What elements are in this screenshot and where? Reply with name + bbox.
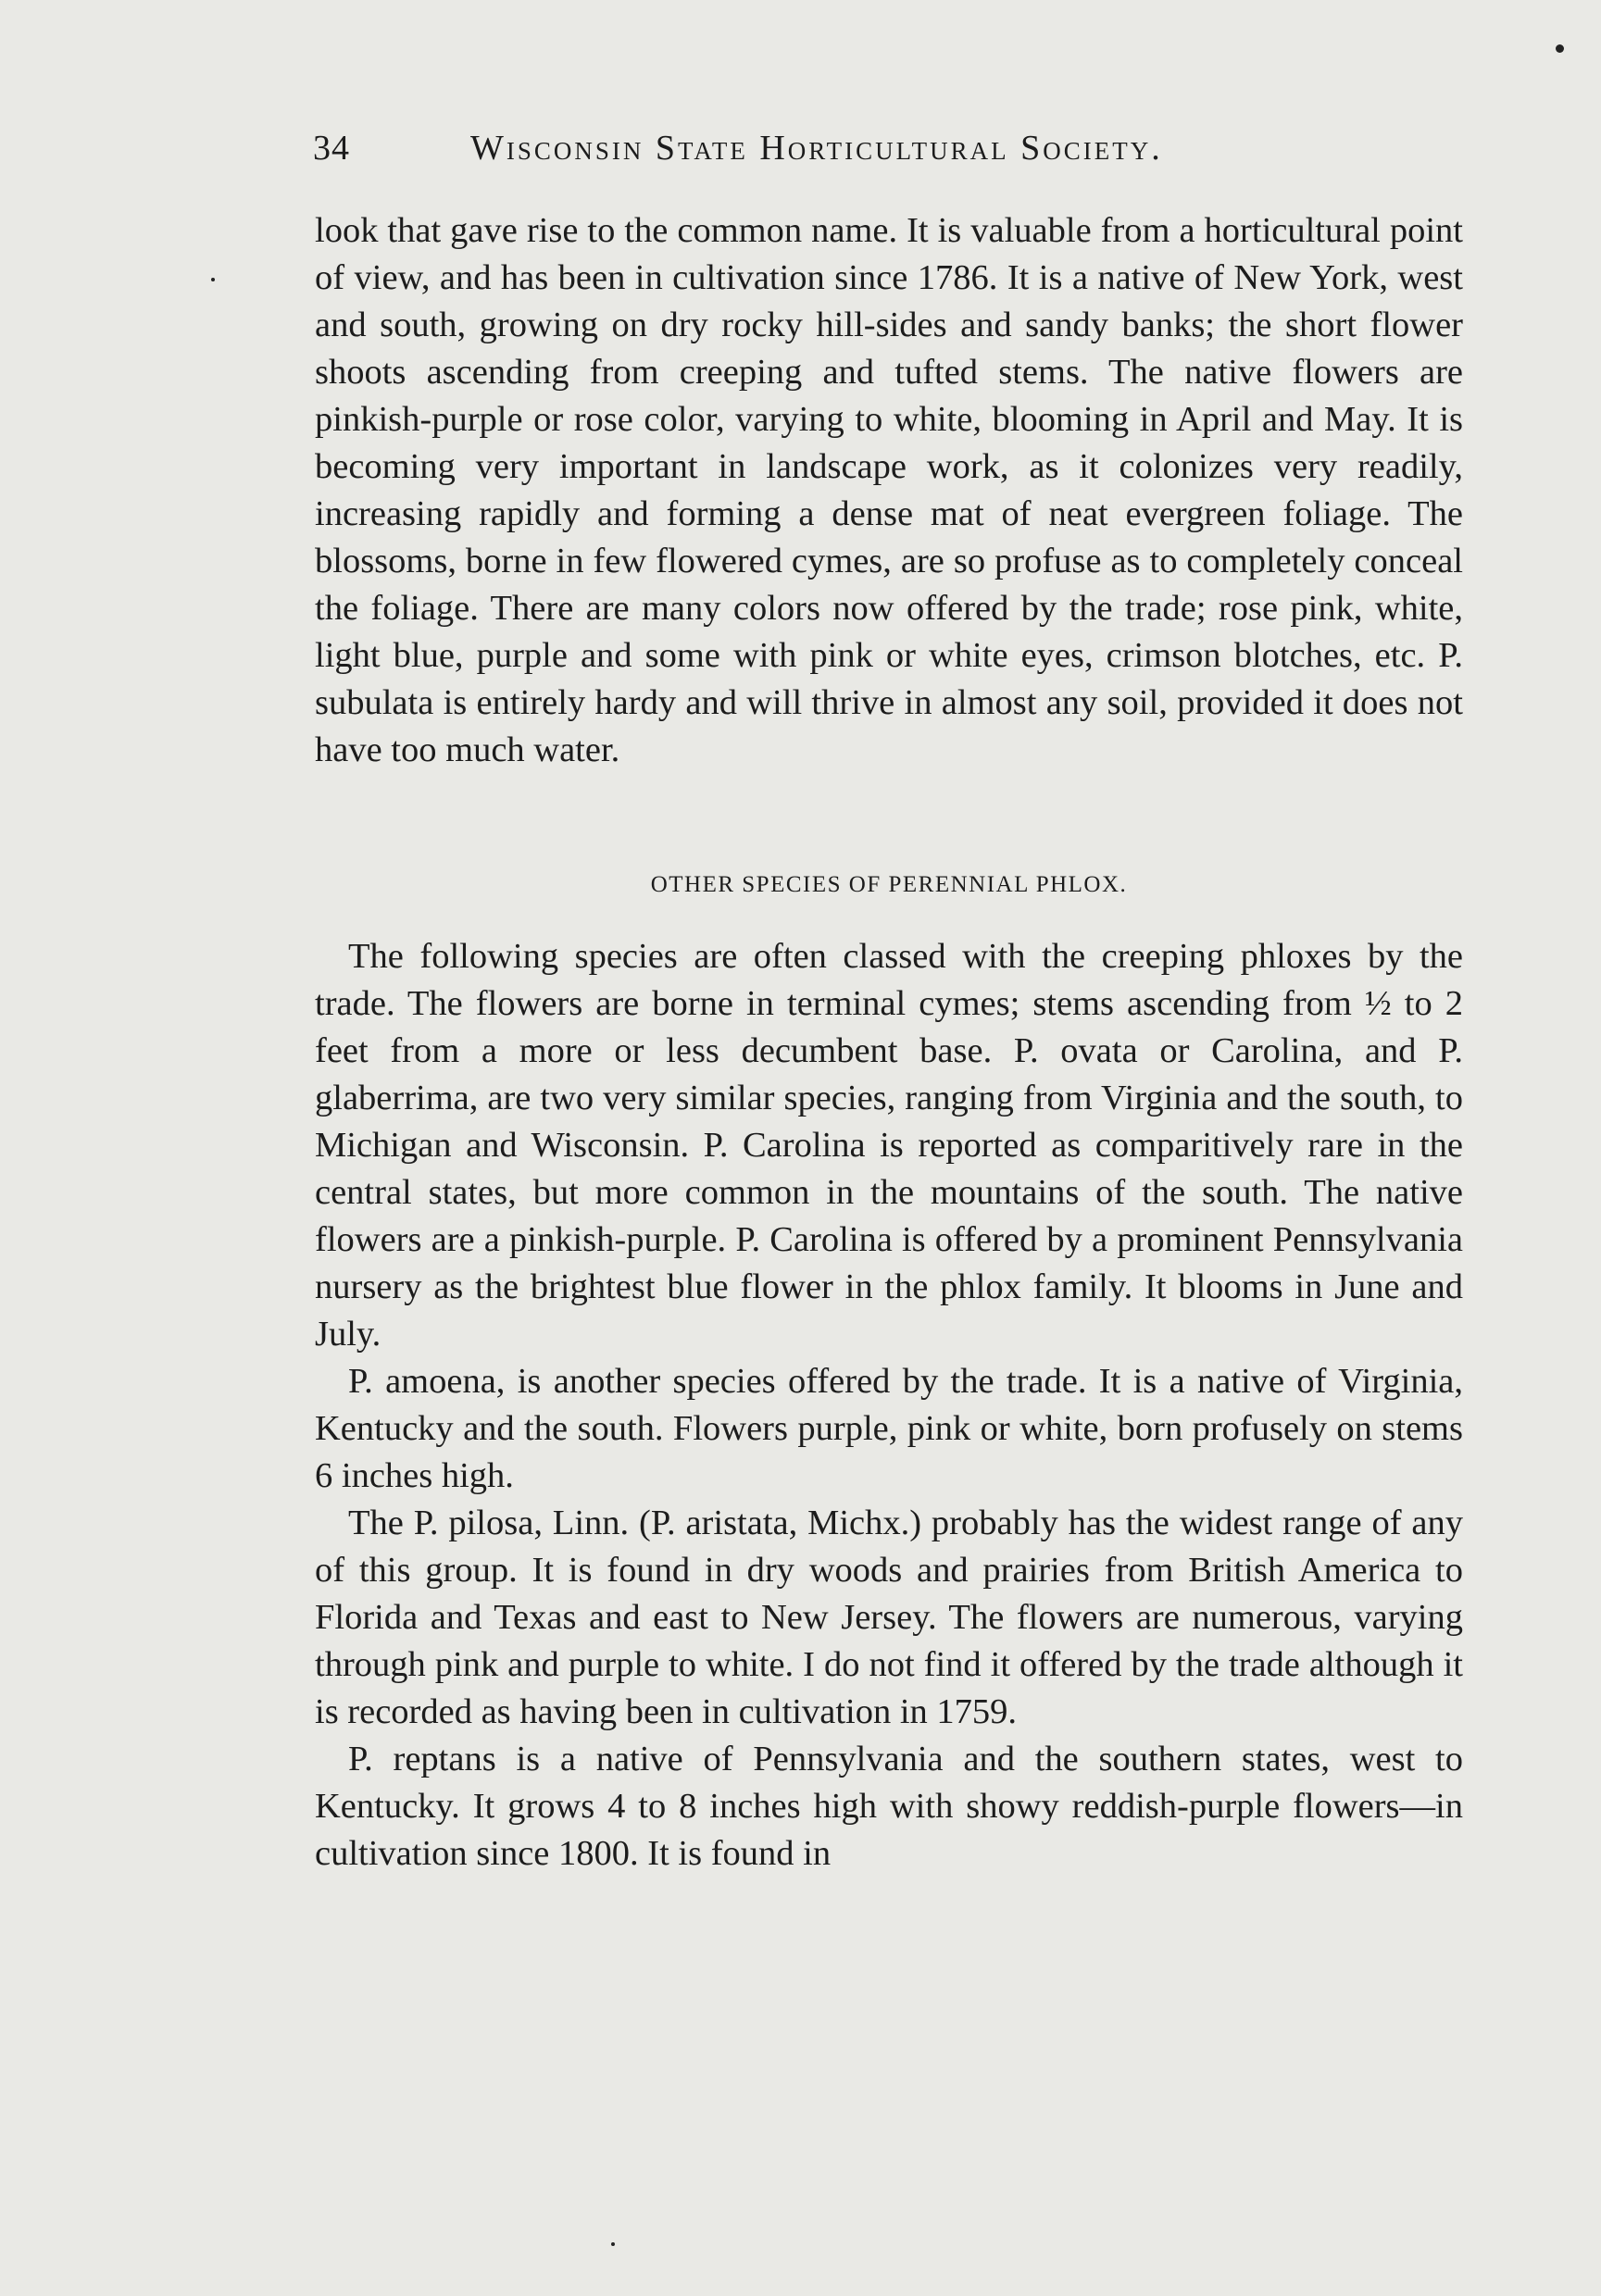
ink-speck: [611, 2242, 615, 2246]
paragraph: The P. pilosa, Linn. (P. aristata, Michx.) probably has the widest range of any of this group. It is found in dry woods and prairies from British America to Florida and Texas and east to New Jersey. The flowers are numerous, varying through pink and purple to white. I do not find it offered by the trade although it is recorded as having been in cultivation in 1759.: [315, 1504, 1463, 1731]
ink-speck: [211, 278, 215, 281]
paragraph-continued: look that gave rise to the common name. It is valuable from a horticultural point of view, and has been in cultivation since 1786. It is a native of New York, west and south, growing on dry rocky hill-sides and sandy banks; the short flower shoots ascending from creeping and tufted stems. The native flowers are pinkish-purple or rose color, varying to white, blooming in April and May. It is becoming very important in landscape work, as it colonizes very readily, increasing rapidly and forming a dense mat of neat evergreen foliage. The blossoms, borne in few flowered cymes, are so profuse as to completely conceal the foliage. There are many colors now offered by the trade; rose pink, white, light blue, purple and some with pink or white eyes, crimson blotches, etc. P. subulata is entirely hardy and will thrive in almost any soil, provided it does not have too much water.: [315, 211, 1463, 769]
section-heading: OTHER SPECIES OF PERENNIAL PHLOX.: [650, 872, 1128, 897]
ink-speck: [1556, 44, 1564, 53]
running-title: Wisconsin State Horticultural Society.: [470, 129, 1163, 168]
page-number: 34: [313, 129, 350, 168]
paragraph: The following species are often classed with the creeping phloxes by the trade. The flowers are borne in terminal cymes; stems ascending from ½ to 2 feet from a more or less decumbent base. P. ovata or Carolina, and P. glaberrima, are two very similar species, ranging from Virginia and the south, to Michigan and Wisconsin. P. Carolina is reported as comparitively rare in the central states, but more common in the mountains of the south. The native flowers are a pinkish-purple. P. Carolina is offered by a prominent Pennsylvania nursery as the brightest blue flower in the phlox family. It blooms in June and July.: [315, 937, 1463, 1354]
body-text: [315, 207, 1463, 1878]
paragraph: P. amoena, is another species offered by the trade. It is a native of Virginia, Kentucky and the south. Flowers purple, pink or white, born profusely on stems 6 inches high.: [315, 1362, 1463, 1495]
paragraph: P. reptans is a native of Pennsylvania and the southern states, west to Kentucky. It grows 4 to 8 inches high with showy reddish-purple flowers—in cultivation since 1800. It is found in: [315, 1740, 1463, 1873]
running-head: [313, 128, 1313, 183]
